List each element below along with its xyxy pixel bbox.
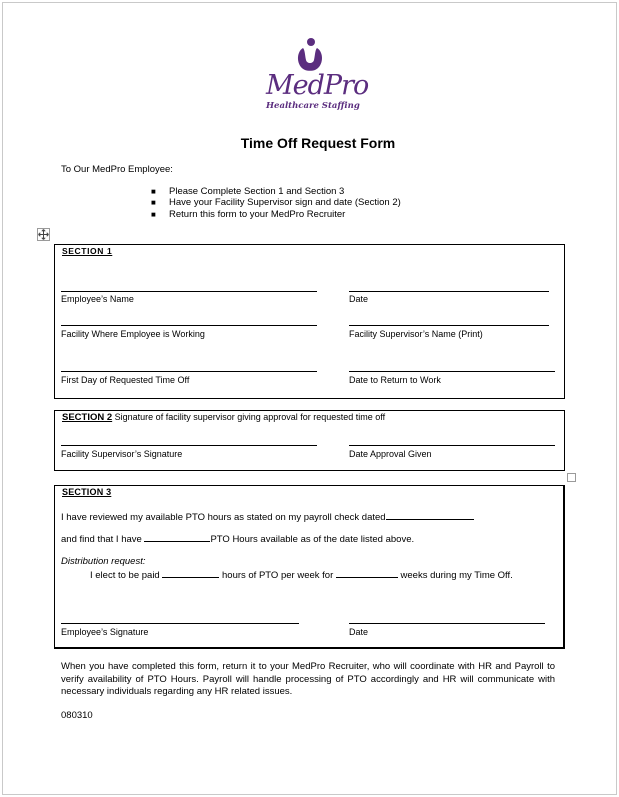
hours-per-week-blank[interactable] xyxy=(162,568,219,578)
section3-date-line[interactable] xyxy=(349,623,545,624)
section3-heading: SECTION 3 xyxy=(62,487,112,497)
return-date-label: Date to Return to Work xyxy=(349,375,441,385)
pto-review-line xyxy=(61,510,474,524)
form-title: Time Off Request Form xyxy=(240,135,396,151)
distribution-suffix: weeks during my Time Off. xyxy=(397,570,513,581)
employee-name-line[interactable] xyxy=(61,291,317,292)
greeting: To Our MedPro Employee: xyxy=(61,164,173,175)
instruction-item: Please Complete Section 1 and Section 3 xyxy=(169,186,345,197)
bullet-icon: ■ xyxy=(151,210,156,219)
weeks-blank[interactable] xyxy=(336,568,398,578)
section2-heading: SECTION 2 xyxy=(62,412,113,423)
logo-brand-text: MedPro xyxy=(266,70,369,101)
first-day-label: First Day of Requested Time Off xyxy=(61,375,190,385)
bullet-icon: ■ xyxy=(151,198,156,207)
bullet-icon: ■ xyxy=(151,187,156,196)
distribution-label: Distribution request: xyxy=(61,556,146,567)
section2-header xyxy=(62,412,385,423)
pto-hours-blank[interactable] xyxy=(144,532,210,542)
facility-label: Facility Where Employee is Working xyxy=(61,329,205,339)
medpro-logo xyxy=(262,36,369,116)
instruction-item: Return this form to your MedPro Recruiter xyxy=(169,209,346,220)
payroll-date-blank[interactable] xyxy=(386,510,474,520)
distribution-prefix: I elect to be paid xyxy=(90,570,163,581)
facility-line[interactable] xyxy=(61,325,317,326)
footer-paragraph: When you have completed this form, return it to your MedPro Recruiter, who will coordinate with HR and Payroll to verify availability of PTO Hours. Payroll will handle processing of PTO accordingly and HR will communicate with necessary individuals regarding any HR related issues. xyxy=(61,661,555,697)
supervisor-signature-label: Facility Supervisor’s Signature xyxy=(61,449,183,459)
supervisor-name-line[interactable] xyxy=(349,325,549,326)
supervisor-signature-line[interactable] xyxy=(61,445,317,446)
return-date-line[interactable] xyxy=(349,371,555,372)
employee-name-label: Employee’s Name xyxy=(61,294,134,304)
date-label: Date xyxy=(349,294,369,304)
approval-date-line[interactable] xyxy=(349,445,555,446)
logo-figure-icon xyxy=(294,36,326,72)
employee-signature-label: Employee’s Signature xyxy=(61,627,149,637)
pto-available-suffix: PTO Hours available as of the date listed above. xyxy=(210,534,415,545)
approval-date-label: Date Approval Given xyxy=(349,449,432,459)
distribution-mid: hours of PTO per week for xyxy=(219,570,336,581)
logo-tagline: Healthcare Staffing xyxy=(266,101,360,111)
date-line[interactable] xyxy=(349,291,549,292)
pto-available-line xyxy=(61,532,414,546)
form-code: 080310 xyxy=(61,710,93,721)
employee-signature-line[interactable] xyxy=(61,623,299,624)
table-move-handle[interactable] xyxy=(37,228,50,241)
section1-heading: SECTION 1 xyxy=(62,246,113,256)
supervisor-name-label: Facility Supervisor’s Name (Print) xyxy=(349,329,483,339)
move-arrows-icon xyxy=(38,229,49,240)
section2-description: Signature of facility supervisor giving approval for requested time off xyxy=(112,412,386,422)
table-resize-handle[interactable] xyxy=(567,473,576,482)
first-day-line[interactable] xyxy=(61,371,317,372)
section3-date-label: Date xyxy=(349,627,369,637)
instruction-item: Have your Facility Supervisor sign and date (Section 2) xyxy=(169,197,401,208)
pto-review-text: I have reviewed my available PTO hours as stated on my payroll check dated xyxy=(61,512,386,523)
pto-available-prefix: and find that I have xyxy=(61,534,145,545)
distribution-line xyxy=(90,568,513,582)
